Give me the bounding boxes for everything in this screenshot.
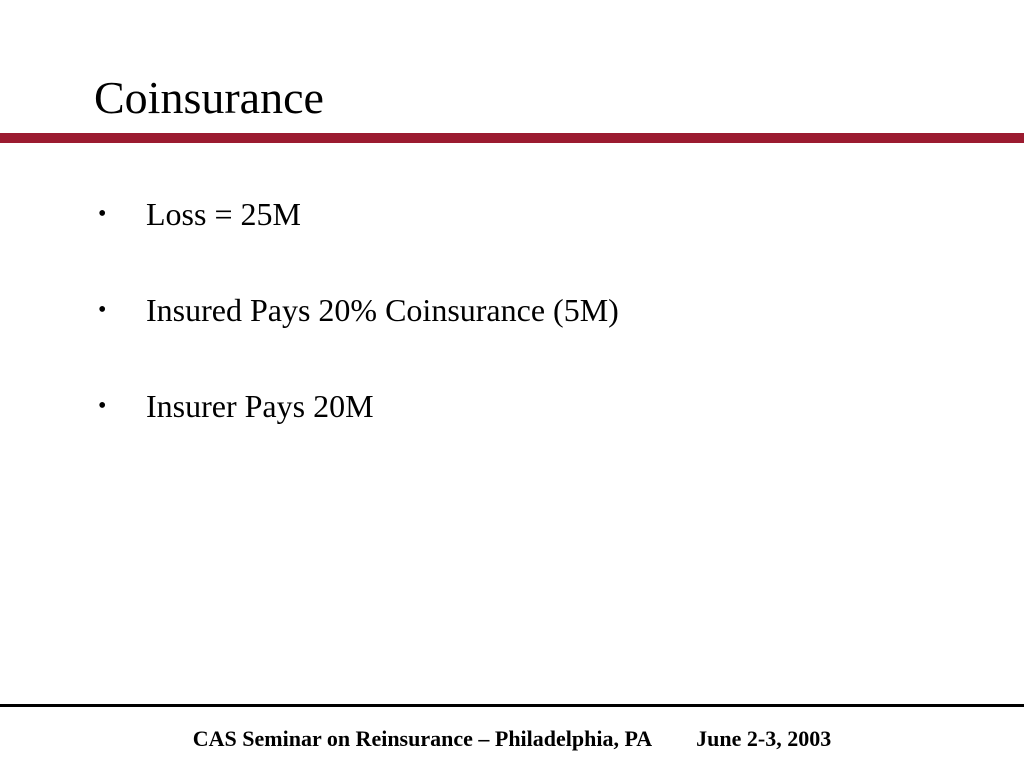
- footer-date: June 2-3, 2003: [696, 726, 832, 751]
- slide-title: Coinsurance: [94, 72, 324, 123]
- bullet-item-insured-pays: [94, 286, 619, 334]
- bullet-text: Loss = 25M: [146, 195, 301, 232]
- bullet-text: Insured Pays 20% Coinsurance (5M): [146, 291, 619, 328]
- bullet-icon: •: [98, 392, 107, 419]
- footer-event: CAS Seminar on Reinsurance – Philadelphia, PA: [192, 726, 653, 751]
- footer: [0, 726, 1024, 752]
- bullet-icon: •: [98, 296, 107, 323]
- footer-divider: [0, 704, 1024, 707]
- title-divider: [0, 133, 1024, 143]
- bullet-text: Insurer Pays 20M: [146, 387, 374, 424]
- bullet-list: [94, 190, 619, 478]
- bullet-item-insurer-pays: [94, 382, 619, 430]
- bullet-item-loss: [94, 190, 619, 238]
- bullet-icon: •: [98, 200, 107, 227]
